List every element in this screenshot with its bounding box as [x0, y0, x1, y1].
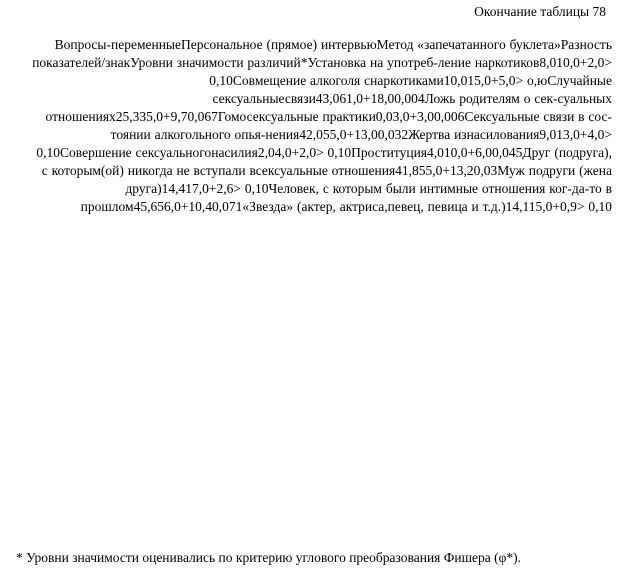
footnote: * Уровни значимости оценивались по критерию углового преобразования Фишера (φ*).: [16, 550, 522, 565]
table-continuation-label: Окончание таблицы 78: [474, 4, 606, 19]
table-runon-text: Вопросы-переменныеПерсональное (прямое) интервьюМетод «запечатанного буклета»Разность показателей/знакУровни значимости различий*Установка на употреб-ление наркотиков8,010,0+2,0> 0,10Совмещение алкоголя снаркотиками10,015,0+5,0> о,юСлучайные сексуальныесвязи43,061,0+18,00,004Ложь родителям о сек-суальных отношениях25,335,0+9,70,067Гомосексуальные практики0,03,0+3,00,006Сексуальные связи в сос-тоянии алкогольного опья-нения42,055,0+13,00,032Жертва изнасилования9,013,0+4,0> 0,10Совершение сексуальногонасилия2,04,0+2,0> 0,10Проституция4,010,0+6,00,045Друг (подруга), с которым(ой) никогда не вступали всексуальные отношения41,855,0+13,20,03Муж подруги (жена друга)14,417,0+2,6> 0,10Человек, с которым были интимные отношения ког-да-то в прошлом45,656,0+10,40,071«Звезда» (актер, актриса,певец, певица и т.д.)14,115,0+0,9> 0,10: [32, 37, 612, 214]
